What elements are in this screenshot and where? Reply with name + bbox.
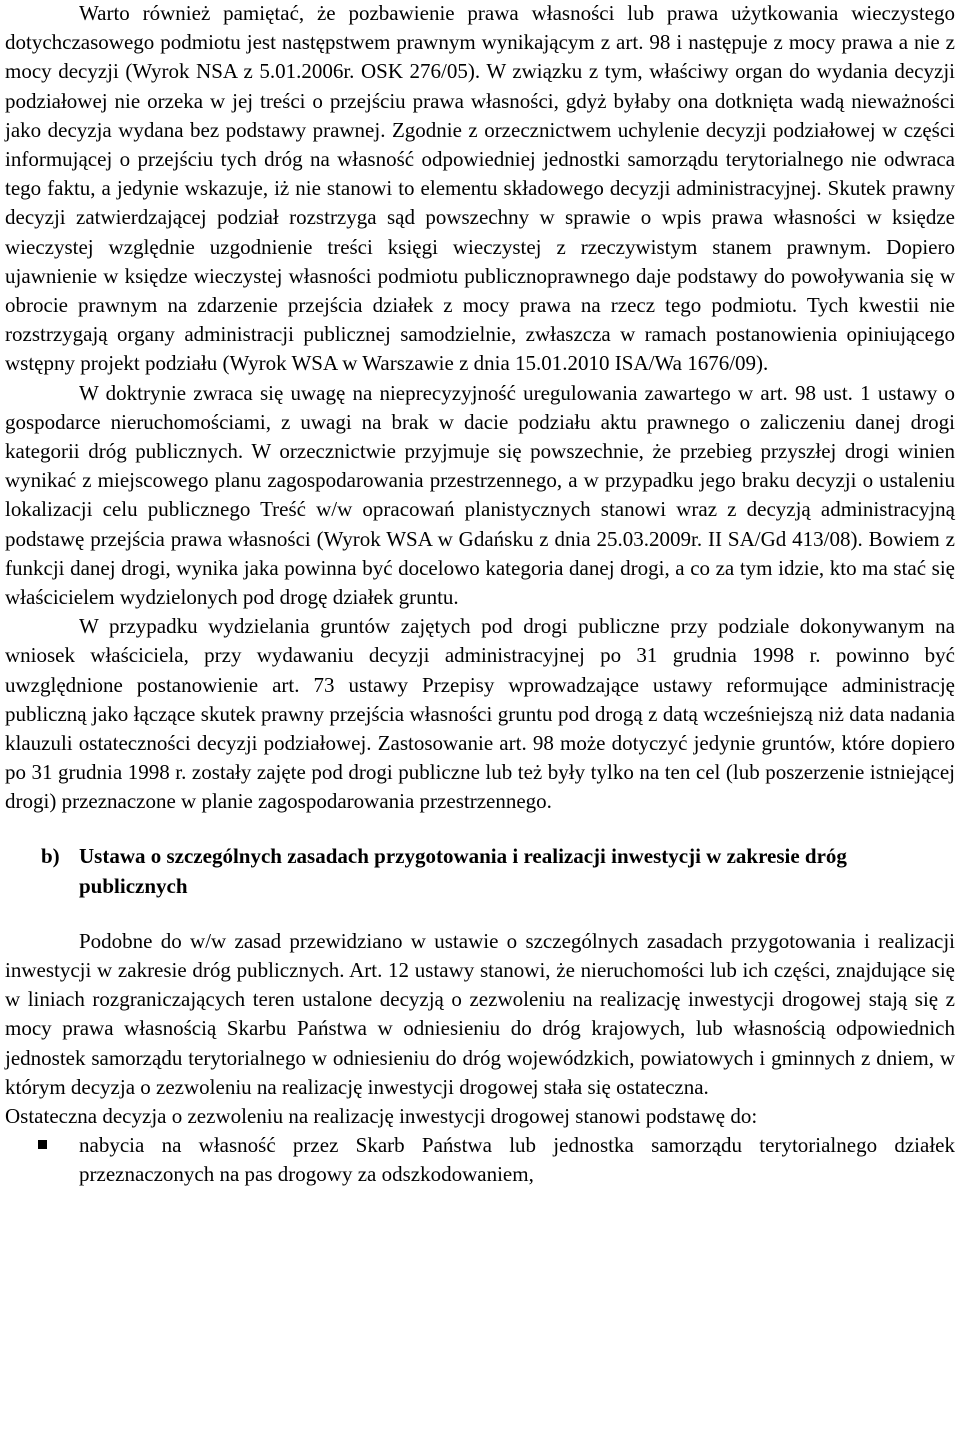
paragraph-4: Podobne do w/w zasad przewidziano w ustawie o szczególnych zasadach przygotowania i realizacji inwestycji w zakresie dróg publicznych. Art. 12 ustawy stanowi, że nieruchomości lub ich części, znajdujące się w liniach rozgraniczających teren ustalone decyzją o zezwoleniu na realizację inwestycji drogowej stają się z mocy prawa własnością Skarbu Państwa w odniesieniu do dróg krajowych, lub własnością odpowiednich jednostek samorządu terytorialnego w odniesieniu do dróg wojewódzkich, powiatowych i gminnych z dniem, w którym decyzja o zezwoleniu na realizację inwestycji drogowej stała się ostateczna.: [5, 928, 955, 1099]
list-item: [5, 1131, 955, 1189]
bullet-text: nabycia na własność przez Skarb Państwa lub jednostka samorządu terytorialnego działek przeznaczonych na pas drogowy za odszkodowaniem,: [79, 1133, 955, 1187]
paragraph-1: Warto również pamiętać, że pozbawienie prawa własności lub prawa użytkowania wieczystego dotychczasowego podmiotu jest następstwem prawnym wynikającym z art. 98 i następuje z mocy prawa a nie z mocy decyzji (Wyrok NSA z 5.01.2006r. OSK 276/05). W związku z tym, właściwy organ do wydania decyzji podziałowej nie orzeka w jej treści o przejściu prawa własności, gdyż byłaby ona dotknięta wadą nieważności jako decyzja wydana bez podstawy prawnej. Zgodnie z orzecznictwem uchylenie decyzji podziałowej w części informującej o przejściu tych dróg na własność odpowiedniej jednostki samorządu terytorialnego nie odwraca tego faktu, a jedynie wskazuje, iż nie stanowi to elementu składowego decyzji administracyjnej. Skutek prawny decyzji zatwierdzającej podział rozstrzyga sąd powszechny w sprawie o wpis prawa własności w księdze wieczystej względnie uzgodnienie treści księgi wieczystej z rzeczywistym stanem prawnym. Dopiero ujawnienie w księdze wieczystej własności podmiotu publicznoprawnego daje podstawy do powoływania się w obrocie prawnym na zdarzenie przejścia działek z mocy prawa na rzecz tego podmiotu. Tych kwestii nie rozstrzygają organy administracji publicznej samodzielnie, zwłaszcza w ramach postanowienia opiniującego wstępny projekt podziału (Wyrok WSA w Warszawie z dnia 15.01.2010 ISA/Wa 1676/09).: [5, 1, 955, 376]
square-bullet-icon: [38, 1140, 47, 1149]
section-heading: [5, 841, 955, 901]
paragraph-2: W doktrynie zwraca się uwagę na nieprecyzyjność uregulowania zawartego w art. 98 ust. 1 ustawy o gospodarce nieruchomościami, z uwagi na brak w dacie podziału aktu prawnego o zaliczeniu danej drogi kategorii dróg publicznych. W orzecznictwie przyjmuje się powszechnie, że przebieg przyszłej drogi winien wynikać z miejscowego planu zagospodarowania przestrzennego, a w przypadku jego braku decyzji o ustaleniu lokalizacji celu publicznego Treść w/w opracowań planistycznych stanowi wraz z decyzją administracyjną podstawę przejścia prawa własności (Wyrok WSA w Gdańsku z dnia 25.03.2009r. II SA/Gd 413/08). Bowiem z funkcji danej drogi, wynika jaka powinna być docelowo kategoria danej drogi, a co za tym idzie, kto ma stać się właścicielem wydzielonych pod drogę działek gruntu.: [5, 380, 955, 610]
document-page: [5, 0, 955, 1190]
paragraph-3: W przypadku wydzielania gruntów zajętych pod drogi publiczne przy podziale dokonywanym na wniosek właściciela, przy wydawaniu decyzji administracyjnej po 31 grudnia 1998 r. powinno być uwzględnione postanowienie art. 73 ustawy Przepisy wprowadzające ustawy reformujące administrację publiczną jako łączące skutek prawny przejścia własności gruntu pod drogą z datą wcześniejszą niż data nadania klauzuli ostateczności decyzji podziałowej. Zastosowanie art. 98 może dotyczyć jedynie gruntów, które dopiero po 31 grudnia 1998 r. zostały zajęte pod drogi publiczne lub też były tylko na ten cel (lub poszerzenie istniejącej drogi) przeznaczone w planie zagospodarowania przestrzennego.: [5, 614, 955, 814]
section-heading-text: Ustawa o szczególnych zasadach przygotowania i realizacji inwestycji w zakresie dróg publicznych: [79, 843, 847, 898]
section-heading-number: b): [41, 843, 60, 868]
paragraph-5: Ostateczna decyzja o zezwoleniu na realizację inwestycji drogowej stanowi podstawę do:: [5, 1103, 758, 1128]
bullet-list: [5, 1131, 955, 1189]
